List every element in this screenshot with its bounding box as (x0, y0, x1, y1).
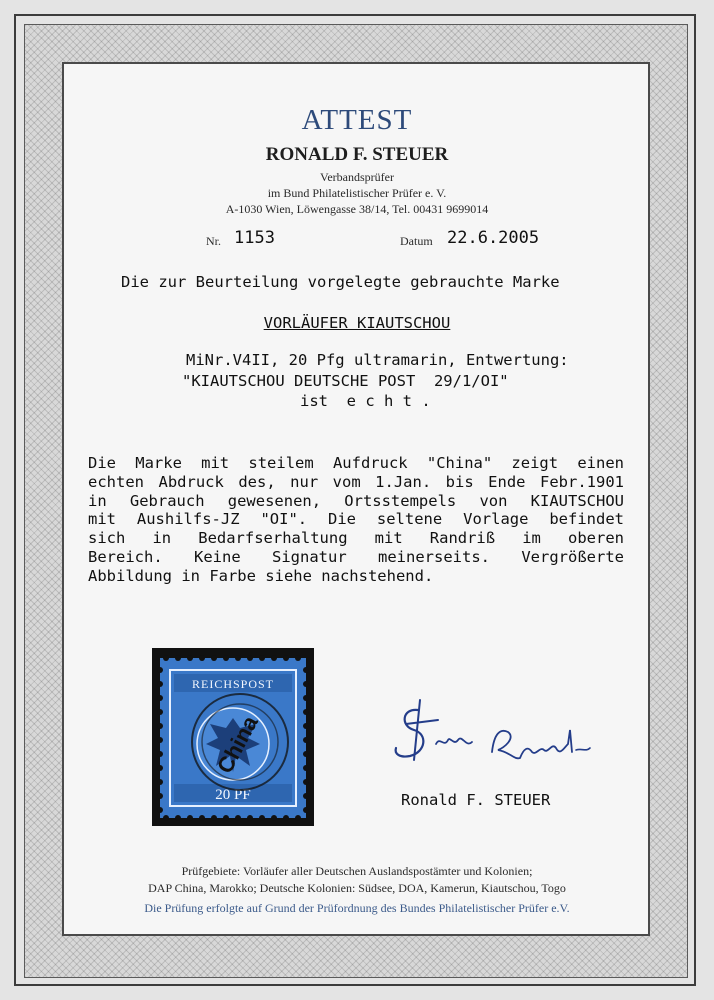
description-line: Bereich. Keine Signatur meinerseits. Vergrößerte (88, 547, 624, 566)
date-label: Datum (400, 234, 433, 248)
certificate-number: 1153 (234, 228, 275, 248)
certificate-title: ATTEST (301, 104, 413, 136)
examiner-association: im Bund Philatelistischer Prüfer e. V. (267, 186, 447, 200)
examiner-role: Verbandsprüfer (320, 170, 394, 184)
description-line: in Gebrauch gewesenen, Ortsstempels von KIAUTSCHOU (88, 491, 624, 510)
stamp-category-text: VORLÄUFER KIAUTSCHOU (263, 314, 451, 332)
footer-areas: DAP China, Marokko; Deutsche Kolonien: Südsee, DOA, Kamerun, Kiautschou, Togo (148, 881, 566, 895)
number-label: Nr. (206, 234, 221, 248)
description-line: echten Abdruck des, nur vom 1.Jan. bis Ende Febr.1901 (88, 472, 624, 491)
handwritten-signature (380, 690, 600, 780)
examiner-name: RONALD F. STEUER (265, 144, 449, 165)
certificate-date: 22.6.2005 (447, 228, 540, 248)
footer-scope: Prüfgebiete: Vorläufer aller Deutschen Auslandspostämter und Kolonien; (181, 864, 533, 878)
footer-regulation: Die Prüfung erfolgte auf Grund der Prüfordnung des Bundes Philatelistischer Prüfer e.V. (144, 901, 570, 915)
description-line: Die Marke mit steilem Aufdruck "China" zeigt einen (88, 454, 624, 472)
description-block (88, 454, 624, 586)
intro-text: Die zur Beurteilung vorgelegte gebrauchte Marke (121, 273, 560, 291)
stamp-illustration (152, 648, 314, 826)
verdict-text: ist e c h t . (300, 392, 431, 410)
stamp-category (0, 314, 714, 332)
cancellation-text: "KIAUTSCHOU DEUTSCHE POST 29/1/OI" (182, 372, 509, 390)
description-line: sich in Bedarfserhaltung mit Randriß im oberen (88, 529, 624, 548)
description-line: Abbildung in Farbe siehe nachstehend. (88, 566, 434, 585)
stamp-top-text: REICHSPOST (191, 677, 275, 691)
stamp-details: MiNr.V4II, 20 Pfg ultramarin, Entwertung: (186, 351, 569, 369)
stamp-image (152, 648, 314, 826)
description-line: mit Aushilfs-JZ "OI". Die seltene Vorlage befindet (88, 510, 624, 529)
overprint-text: China (211, 711, 263, 778)
examiner-address: A-1030 Wien, Löwengasse 38/14, Tel. 00431 9699014 (225, 202, 489, 216)
signer-name: Ronald F. STEUER (401, 791, 551, 809)
stamp-value-text: 20 PF (215, 787, 251, 803)
